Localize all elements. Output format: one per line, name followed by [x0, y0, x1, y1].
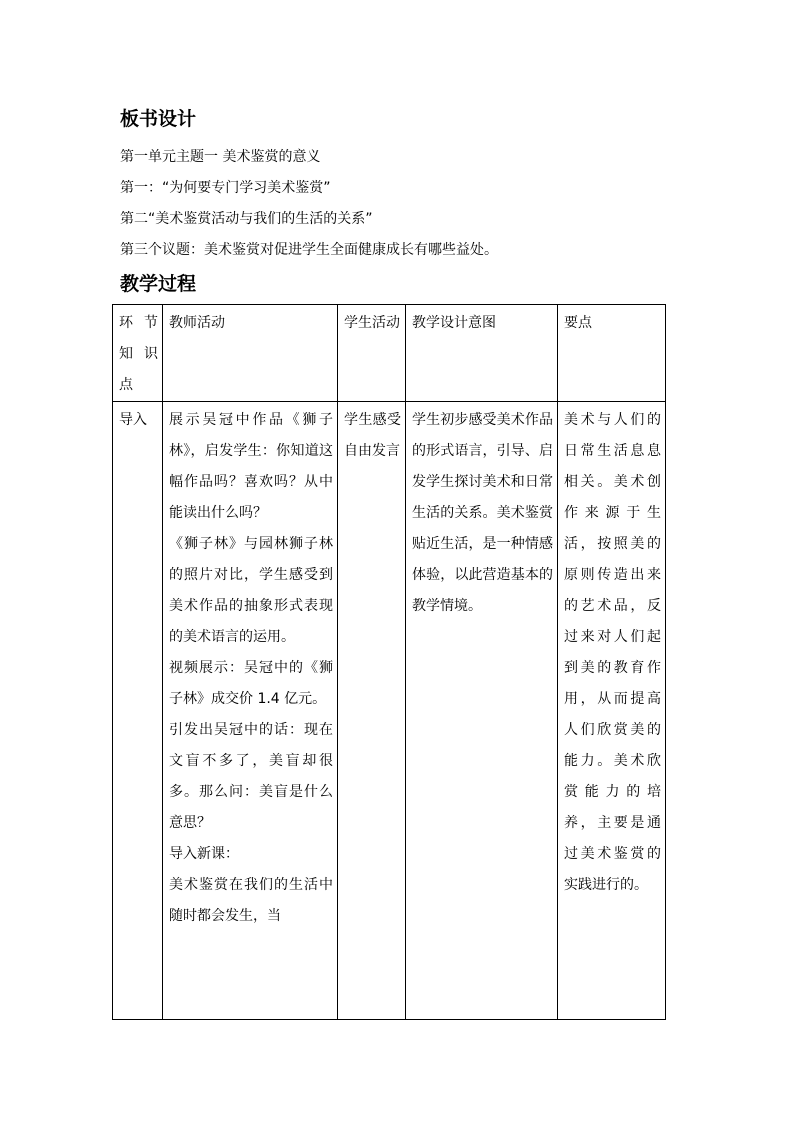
board-design-heading: 板书设计 — [120, 108, 197, 130]
header-student-activity: 学生活动 — [338, 305, 406, 402]
board-design-line-3: 第二“美术鉴赏活动与我们的生活的关系” — [120, 211, 373, 227]
teacher-activity-paragraph: 视频展示：吴冠中的《狮子林》成交价 1.4 亿元。 — [169, 660, 333, 707]
cell-teacher-activity — [163, 402, 338, 1020]
header-teacher-activity: 教师活动 — [163, 305, 338, 402]
cell-student-activity: 学生感受自由发言 — [338, 402, 406, 1020]
teacher-activity-paragraph: 引发出吴冠中的话：现在文盲不多了，美盲却很多。那么问：美盲是什么意思？ — [169, 722, 333, 831]
teaching-process-table — [112, 304, 666, 1020]
teacher-activity-paragraph: 《狮子林》与园林狮子林的照片对比，学生感受到美术作品的抽象形式表现的美术语言的运用。 — [169, 536, 333, 645]
cell-stage: 导入 — [113, 402, 163, 1020]
table-header-row — [113, 305, 666, 402]
teacher-activity-paragraph: 展示吴冠中作品《狮子林》，启发学生：你知道这幅作品吗？喜欢吗？从中能读出什么吗？ — [169, 412, 333, 521]
board-design-line-2: 第一：“为何要专门学习美术鉴赏” — [120, 180, 331, 196]
header-design-intent: 教学设计意图 — [406, 305, 558, 402]
header-stage: 环节知识点 — [113, 305, 163, 402]
teacher-activity-paragraph: 美术鉴赏在我们的生活中随时都会发生，当 — [169, 877, 333, 924]
board-design-line-4: 第三个议题：美术鉴赏对促进学生全面健康成长有哪些益处。 — [120, 242, 498, 258]
cell-design-intent: 学生初步感受美术作品的形式语言，引导、启发学生探讨美术和日常生活的关系。美术鉴赏贴近生活，是一种情感体验，以此营造基本的教学情境。 — [406, 402, 558, 1020]
teacher-activity-paragraph: 导入新课： — [169, 846, 239, 862]
table-row — [113, 402, 666, 1020]
board-design-line-1: 第一单元主题一 美术鉴赏的意义 — [120, 149, 321, 165]
header-key-points: 要点 — [558, 305, 666, 402]
cell-key-points: 美术与人们的日常生活息息相关。美术创作来源于生活，按照美的原则传造出来的艺术品，反过来对人们起到美的教育作用，从而提高人们欣赏美的能力。美术欣赏能力的培养，主要是通过美术鉴赏的实践进行的。 — [558, 402, 666, 1020]
teaching-process-heading: 教学过程 — [120, 273, 197, 295]
